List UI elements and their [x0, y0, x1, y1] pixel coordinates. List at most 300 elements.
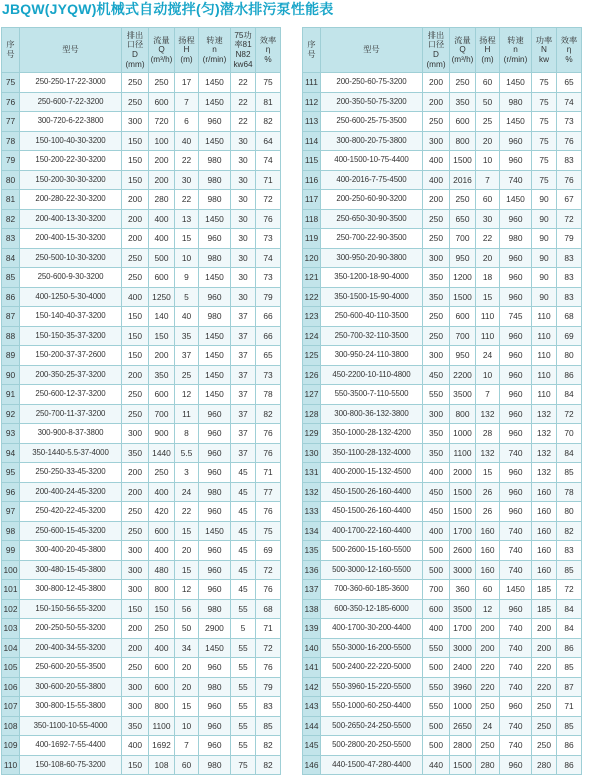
- cell-flow-rate: 140: [149, 307, 175, 327]
- cell-flow-rate: 1250: [149, 287, 175, 307]
- cell-head: 7: [175, 736, 199, 756]
- cell-efficiency: 74: [557, 92, 582, 112]
- cell-speed: 1450: [500, 73, 532, 93]
- cell-flow-rate: 1500: [450, 151, 476, 171]
- table-row: [2, 482, 281, 502]
- cell-model: 440-1500-47-280-4400: [321, 755, 423, 775]
- cell-model: 200-250-60-90-3200: [321, 190, 423, 210]
- cell-speed: 960: [500, 151, 532, 171]
- table-row: [303, 346, 582, 366]
- cell-head: 8: [175, 424, 199, 444]
- cell-speed: 960: [500, 268, 532, 288]
- cell-head: 11: [175, 404, 199, 424]
- header-text: Q: [459, 45, 466, 55]
- cell-efficiency: 85: [557, 560, 582, 580]
- cell-flow-rate: 1100: [450, 443, 476, 463]
- cell-model: 250-700-22-90-3500: [321, 229, 423, 249]
- cell-serial-no: 75: [2, 73, 20, 93]
- cell-efficiency: 72: [557, 580, 582, 600]
- header-text: (m): [180, 54, 193, 64]
- cell-efficiency: 77: [256, 482, 281, 502]
- cell-speed: 960: [199, 229, 231, 249]
- cell-speed: 960: [199, 541, 231, 561]
- table-row: [2, 677, 281, 697]
- table-row: [303, 326, 582, 346]
- header-text: 流量: [454, 35, 471, 45]
- cell-outlet-diameter: 300: [122, 541, 149, 561]
- cell-speed: 980: [500, 229, 532, 249]
- cell-speed: 960: [500, 424, 532, 444]
- cell-speed: 960: [199, 443, 231, 463]
- cell-efficiency: 82: [256, 112, 281, 132]
- cell-serial-no: 83: [2, 229, 20, 249]
- cell-model: 400-1500-10-75-4400: [321, 151, 423, 171]
- cell-model: 250-500-10-30-3200: [20, 248, 122, 268]
- cell-power: 185: [532, 580, 557, 600]
- cell-power: 75: [532, 73, 557, 93]
- cell-outlet-diameter: 250: [122, 521, 149, 541]
- cell-power: 250: [532, 716, 557, 736]
- cell-outlet-diameter: 250: [423, 112, 450, 132]
- cell-flow-rate: 2200: [450, 365, 476, 385]
- header-text: 序: [6, 40, 15, 50]
- cell-outlet-diameter: 400: [122, 287, 149, 307]
- header-text: η: [566, 45, 572, 55]
- cell-outlet-diameter: 300: [122, 424, 149, 444]
- cell-efficiency: 85: [557, 658, 582, 678]
- cell-serial-no: 102: [2, 599, 20, 619]
- cell-outlet-diameter: 250: [122, 73, 149, 93]
- cell-efficiency: 64: [256, 131, 281, 151]
- cell-outlet-diameter: 250: [122, 404, 149, 424]
- cell-power: 30: [231, 151, 256, 171]
- cell-flow-rate: 1200: [450, 268, 476, 288]
- cell-power: 90: [532, 268, 557, 288]
- cell-serial-no: 78: [2, 131, 20, 151]
- cell-outlet-diameter: 300: [122, 580, 149, 600]
- cell-efficiency: 78: [557, 482, 582, 502]
- cell-model: 300-800-20-75-3800: [321, 131, 423, 151]
- cell-model: 350-1100-28-132-4000: [321, 443, 423, 463]
- header-text: %: [565, 54, 573, 64]
- cell-model: 150-150-56-55-3200: [20, 599, 122, 619]
- cell-outlet-diameter: 200: [423, 190, 450, 210]
- cell-efficiency: 84: [557, 619, 582, 639]
- cell-efficiency: 68: [557, 307, 582, 327]
- cell-flow-rate: 1500: [450, 755, 476, 775]
- cell-power: 185: [532, 599, 557, 619]
- header-text: (mm): [426, 59, 446, 69]
- table-row: [303, 170, 582, 190]
- cell-model: 300-800-12-45-3800: [20, 580, 122, 600]
- cell-efficiency: 73: [256, 365, 281, 385]
- cell-outlet-diameter: 300: [122, 677, 149, 697]
- cell-model: 250-420-22-45-3200: [20, 502, 122, 522]
- cell-speed: 960: [199, 658, 231, 678]
- cell-outlet-diameter: 300: [122, 112, 149, 132]
- table-row: [303, 151, 582, 171]
- table-row: [303, 560, 582, 580]
- cell-efficiency: 76: [256, 502, 281, 522]
- cell-efficiency: 72: [256, 638, 281, 658]
- cell-head: 20: [476, 248, 500, 268]
- cell-speed: 745: [500, 307, 532, 327]
- cell-model: 250-650-30-90-3500: [321, 209, 423, 229]
- cell-head: 60: [476, 190, 500, 210]
- cell-outlet-diameter: 500: [423, 541, 450, 561]
- cell-head: 250: [476, 736, 500, 756]
- cell-outlet-diameter: 200: [423, 92, 450, 112]
- header-head: [476, 28, 500, 73]
- table-row: [2, 424, 281, 444]
- cell-head: 12: [476, 599, 500, 619]
- cell-efficiency: 83: [557, 248, 582, 268]
- cell-serial-no: 125: [303, 346, 321, 366]
- cell-efficiency: 69: [557, 326, 582, 346]
- cell-efficiency: 76: [256, 209, 281, 229]
- cell-speed: 1450: [199, 209, 231, 229]
- cell-head: 37: [175, 346, 199, 366]
- header-text: N: [541, 45, 547, 55]
- cell-model: 150-140-40-37-3200: [20, 307, 122, 327]
- header-model: [20, 28, 122, 73]
- cell-speed: 980: [199, 170, 231, 190]
- cell-outlet-diameter: 250: [122, 248, 149, 268]
- cell-power: 55: [231, 697, 256, 717]
- header-text: 转速: [206, 35, 223, 45]
- header-outlet-diameter: [423, 28, 450, 73]
- cell-head: 28: [476, 424, 500, 444]
- cell-head: 110: [476, 307, 500, 327]
- table-row: [2, 170, 281, 190]
- table-row: [303, 599, 582, 619]
- header-text: n: [212, 45, 217, 55]
- cell-head: 18: [476, 268, 500, 288]
- table-row: [2, 151, 281, 171]
- cell-speed: 2900: [199, 619, 231, 639]
- table-row: [2, 209, 281, 229]
- header-text: H: [484, 45, 491, 55]
- cell-outlet-diameter: 150: [122, 131, 149, 151]
- table-row: [2, 190, 281, 210]
- cell-model: 200-250-60-75-3200: [321, 73, 423, 93]
- cell-serial-no: 99: [2, 541, 20, 561]
- cell-model: 550-3960-15-220-5500: [321, 677, 423, 697]
- table-row: [303, 131, 582, 151]
- cell-outlet-diameter: 200: [122, 229, 149, 249]
- cell-flow-rate: 720: [149, 112, 175, 132]
- cell-serial-no: 123: [303, 307, 321, 327]
- cell-flow-rate: 280: [149, 190, 175, 210]
- cell-efficiency: 76: [256, 580, 281, 600]
- cell-speed: 980: [199, 482, 231, 502]
- cell-power: 37: [231, 385, 256, 405]
- cell-outlet-diameter: 350: [423, 443, 450, 463]
- cell-flow-rate: 600: [450, 112, 476, 132]
- cell-power: 160: [532, 541, 557, 561]
- cell-outlet-diameter: 200: [122, 209, 149, 229]
- cell-head: 30: [476, 209, 500, 229]
- cell-speed: 740: [500, 541, 532, 561]
- cell-speed: 960: [500, 209, 532, 229]
- table-row: [303, 736, 582, 756]
- cell-head: 15: [476, 287, 500, 307]
- cell-flow-rate: 2600: [450, 541, 476, 561]
- header-text: η: [265, 45, 271, 55]
- cell-model: 400-2000-15-132-4500: [321, 463, 423, 483]
- table-row: [2, 346, 281, 366]
- cell-speed: 960: [500, 697, 532, 717]
- cell-model: 250-600-9-30-3200: [20, 268, 122, 288]
- cell-speed: 980: [199, 248, 231, 268]
- cell-efficiency: 79: [256, 287, 281, 307]
- cell-speed: 1450: [199, 131, 231, 151]
- cell-flow-rate: 1440: [149, 443, 175, 463]
- cell-efficiency: 78: [256, 385, 281, 405]
- table-row: [2, 697, 281, 717]
- cell-outlet-diameter: 550: [423, 638, 450, 658]
- cell-model: 200-280-22-30-3200: [20, 190, 122, 210]
- cell-head: 6: [175, 112, 199, 132]
- table-row: [2, 541, 281, 561]
- cell-power: 55: [231, 658, 256, 678]
- cell-model: 500-2650-24-250-5500: [321, 716, 423, 736]
- header-text: kw: [538, 54, 549, 64]
- header-text: kw64: [233, 59, 253, 69]
- header-text: 序: [307, 40, 316, 50]
- cell-power: 132: [532, 404, 557, 424]
- cell-efficiency: 82: [256, 736, 281, 756]
- cell-outlet-diameter: 500: [423, 658, 450, 678]
- cell-flow-rate: 400: [149, 541, 175, 561]
- cell-speed: 740: [500, 638, 532, 658]
- cell-outlet-diameter: 550: [423, 677, 450, 697]
- cell-head: 50: [476, 92, 500, 112]
- table-row: [303, 307, 582, 327]
- cell-model: 350-1000-28-132-4200: [321, 424, 423, 444]
- cell-power: 37: [231, 424, 256, 444]
- cell-efficiency: 85: [557, 463, 582, 483]
- cell-flow-rate: 1100: [149, 716, 175, 736]
- cell-speed: 960: [500, 326, 532, 346]
- cell-model: 300-400-20-45-3800: [20, 541, 122, 561]
- cell-outlet-diameter: 250: [122, 385, 149, 405]
- cell-serial-no: 129: [303, 424, 321, 444]
- cell-speed: 960: [500, 482, 532, 502]
- table-row: [2, 268, 281, 288]
- cell-power: 22: [231, 112, 256, 132]
- cell-serial-no: 138: [303, 599, 321, 619]
- cell-flow-rate: 900: [149, 424, 175, 444]
- header-text: Q: [158, 45, 165, 55]
- cell-outlet-diameter: 600: [423, 599, 450, 619]
- cell-model: 350-1100-10-55-4000: [20, 716, 122, 736]
- cell-flow-rate: 3500: [450, 385, 476, 405]
- cell-model: 250-700-32-110-3500: [321, 326, 423, 346]
- cell-efficiency: 76: [256, 658, 281, 678]
- table-row: [2, 716, 281, 736]
- cell-model: 150-150-35-37-3200: [20, 326, 122, 346]
- cell-outlet-diameter: 250: [423, 229, 450, 249]
- cell-flow-rate: 700: [450, 326, 476, 346]
- cell-flow-rate: 400: [149, 482, 175, 502]
- table-row: [303, 619, 582, 639]
- cell-speed: 960: [500, 502, 532, 522]
- cell-flow-rate: 1500: [450, 287, 476, 307]
- cell-model: 250-600-40-110-3500: [321, 307, 423, 327]
- cell-model: 300-950-20-90-3800: [321, 248, 423, 268]
- header-text: (r/min): [202, 54, 227, 64]
- header-text: 排出: [126, 30, 144, 40]
- cell-speed: 960: [199, 404, 231, 424]
- cell-serial-no: 122: [303, 287, 321, 307]
- cell-flow-rate: 500: [149, 248, 175, 268]
- cell-serial-no: 86: [2, 287, 20, 307]
- cell-serial-no: 124: [303, 326, 321, 346]
- cell-flow-rate: 1500: [450, 482, 476, 502]
- cell-model: 200-400-13-30-3200: [20, 209, 122, 229]
- cell-flow-rate: 600: [149, 677, 175, 697]
- cell-flow-rate: 420: [149, 502, 175, 522]
- cell-flow-rate: 800: [149, 580, 175, 600]
- cell-model: 500-3000-12-160-5500: [321, 560, 423, 580]
- cell-outlet-diameter: 450: [423, 482, 450, 502]
- cell-speed: 960: [199, 287, 231, 307]
- cell-serial-no: 76: [2, 92, 20, 112]
- cell-speed: 1450: [199, 521, 231, 541]
- cell-efficiency: 79: [557, 229, 582, 249]
- cell-efficiency: 73: [256, 268, 281, 288]
- cell-serial-no: 98: [2, 521, 20, 541]
- cell-flow-rate: 700: [149, 404, 175, 424]
- cell-serial-no: 91: [2, 385, 20, 405]
- header-text: 号: [307, 50, 316, 59]
- cell-power: 250: [532, 697, 557, 717]
- cell-serial-no: 119: [303, 229, 321, 249]
- table-row: [2, 521, 281, 541]
- header-text: 75功: [234, 30, 252, 40]
- cell-power: 160: [532, 482, 557, 502]
- cell-serial-no: 88: [2, 326, 20, 346]
- cell-head: 15: [476, 463, 500, 483]
- cell-flow-rate: 600: [450, 307, 476, 327]
- cell-power: 110: [532, 385, 557, 405]
- cell-power: 37: [231, 326, 256, 346]
- table-row: [2, 619, 281, 639]
- header-text: 扬程: [479, 35, 496, 45]
- cell-power: 30: [231, 229, 256, 249]
- cell-head: 60: [476, 580, 500, 600]
- cell-head: 160: [476, 521, 500, 541]
- cell-flow-rate: 1700: [450, 521, 476, 541]
- cell-serial-no: 84: [2, 248, 20, 268]
- cell-model: 500-2800-20-250-5500: [321, 736, 423, 756]
- performance-table-right: [302, 27, 582, 775]
- table-row: [303, 755, 582, 775]
- cell-model: 500-2600-15-160-5500: [321, 541, 423, 561]
- cell-speed: 1450: [199, 73, 231, 93]
- table-row: [303, 658, 582, 678]
- cell-model: 450-1500-26-160-4400: [321, 502, 423, 522]
- cell-model: 700-360-60-185-3600: [321, 580, 423, 600]
- cell-flow-rate: 108: [149, 755, 175, 775]
- cell-serial-no: 144: [303, 716, 321, 736]
- cell-speed: 960: [199, 463, 231, 483]
- table-row: [2, 131, 281, 151]
- cell-power: 75: [532, 131, 557, 151]
- cell-flow-rate: 3000: [450, 560, 476, 580]
- cell-flow-rate: 400: [149, 209, 175, 229]
- cell-power: 250: [532, 736, 557, 756]
- cell-model: 500-2400-22-220-5000: [321, 658, 423, 678]
- cell-serial-no: 133: [303, 502, 321, 522]
- table-row: [303, 287, 582, 307]
- cell-speed: 980: [199, 599, 231, 619]
- cell-head: 30: [175, 170, 199, 190]
- cell-flow-rate: 700: [450, 229, 476, 249]
- cell-head: 220: [476, 658, 500, 678]
- cell-speed: 740: [500, 658, 532, 678]
- cell-outlet-diameter: 200: [122, 463, 149, 483]
- cell-speed: 1450: [500, 190, 532, 210]
- cell-head: 25: [476, 112, 500, 132]
- header-flow-rate: [450, 28, 476, 73]
- cell-power: 220: [532, 658, 557, 678]
- cell-power: 132: [532, 424, 557, 444]
- cell-outlet-diameter: 150: [122, 346, 149, 366]
- cell-speed: 960: [199, 736, 231, 756]
- cell-outlet-diameter: 200: [122, 482, 149, 502]
- cell-serial-no: 117: [303, 190, 321, 210]
- cell-power: 160: [532, 502, 557, 522]
- cell-outlet-diameter: 250: [122, 658, 149, 678]
- cell-power: 55: [231, 677, 256, 697]
- cell-head: 15: [175, 697, 199, 717]
- cell-efficiency: 67: [557, 190, 582, 210]
- cell-serial-no: 142: [303, 677, 321, 697]
- table-row: [2, 73, 281, 93]
- table-row: [303, 229, 582, 249]
- cell-speed: 740: [500, 716, 532, 736]
- header-speed: [199, 28, 231, 73]
- cell-efficiency: 82: [256, 755, 281, 775]
- cell-power: 75: [532, 151, 557, 171]
- cell-speed: 960: [199, 560, 231, 580]
- cell-power: 110: [532, 346, 557, 366]
- cell-flow-rate: 2800: [450, 736, 476, 756]
- cell-model: 250-600-12-37-3200: [20, 385, 122, 405]
- cell-head: 160: [476, 541, 500, 561]
- table-row: [2, 755, 281, 775]
- table-row: [2, 112, 281, 132]
- cell-serial-no: 135: [303, 541, 321, 561]
- cell-power: 45: [231, 580, 256, 600]
- cell-efficiency: 83: [256, 697, 281, 717]
- cell-head: 12: [175, 580, 199, 600]
- table-row: [303, 697, 582, 717]
- cell-outlet-diameter: 200: [122, 190, 149, 210]
- header-text: 型号: [363, 45, 380, 55]
- table-row: [2, 385, 281, 405]
- cell-efficiency: 75: [256, 521, 281, 541]
- cell-flow-rate: 2400: [450, 658, 476, 678]
- cell-outlet-diameter: 450: [423, 502, 450, 522]
- cell-flow-rate: 600: [149, 92, 175, 112]
- cell-flow-rate: 360: [450, 580, 476, 600]
- cell-power: 22: [231, 73, 256, 93]
- cell-outlet-diameter: 440: [423, 755, 450, 775]
- cell-power: 200: [532, 638, 557, 658]
